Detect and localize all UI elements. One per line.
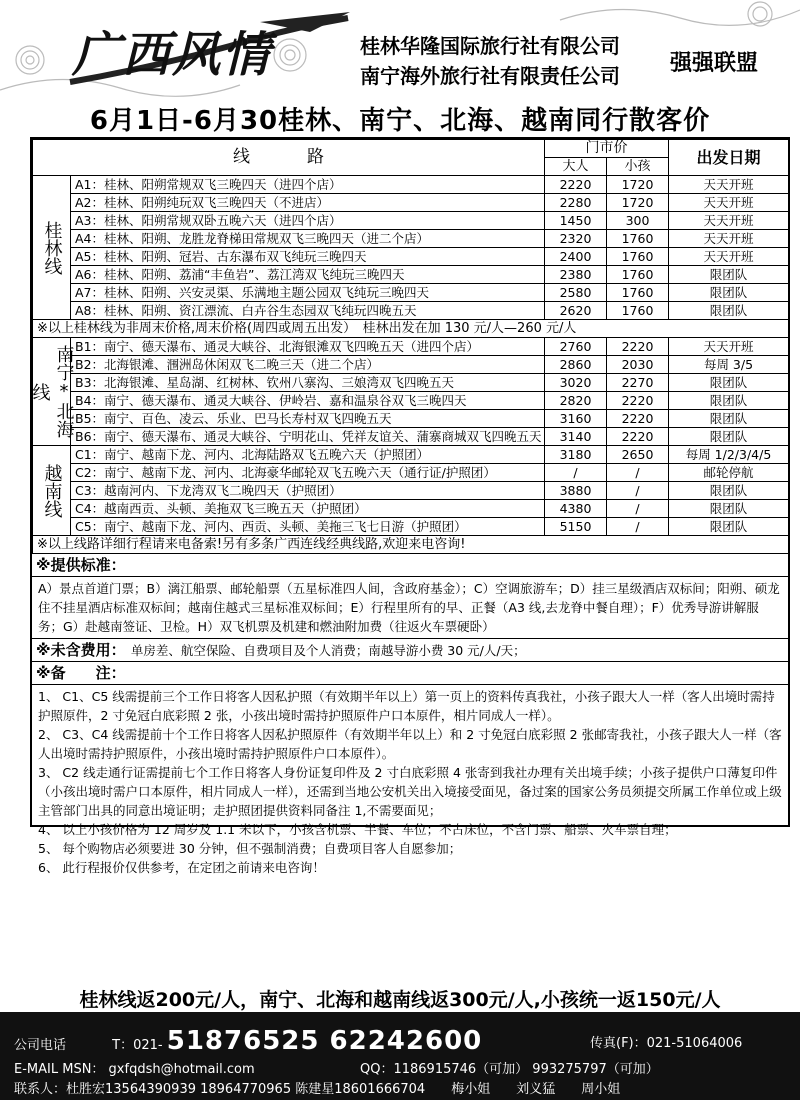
route-cell: B4：南宁、德天瀑布、通灵大峡谷、伊岭岩、嘉和温泉谷双飞三晚四天 <box>71 392 545 410</box>
remarks-title: ※备 注： <box>32 662 788 685</box>
route-cell: C2：南宁、越南下龙、河内、北海豪华邮轮双飞五晚六天（通行证/护照团） <box>71 464 545 482</box>
adult-price: 3160 <box>545 410 607 428</box>
child-price: 2650 <box>607 446 669 464</box>
child-price: / <box>607 482 669 500</box>
fax: 传真(F)：021-51064006 <box>590 1036 743 1051</box>
child-price: 1720 <box>607 194 669 212</box>
child-price: 1760 <box>607 248 669 266</box>
table-row <box>33 428 789 446</box>
remark-item: 2、 C3、C4 线需提前十个工作日将客人因私护照原件（有效期半年以上）和 2 寸免冠白底彩照 2 张邮寄我社，小孩子跟大人一样（客人出境时需持护照原件，小孩出境时需持护照原件户口本原件）。 <box>38 727 782 761</box>
departure-date: 限团队 <box>669 266 789 284</box>
departure-date: 天天开班 <box>669 194 789 212</box>
adult-price: 3180 <box>545 446 607 464</box>
child-price: 1760 <box>607 302 669 320</box>
note-row <box>33 320 789 338</box>
standard-title: ※提供标准： <box>32 554 788 577</box>
remark-item: 4、 以上小孩价格为 12 周岁及 1.1 米以下，小孩含机票、半餐、车位；不占床位，不含门票、船票、火车票自理； <box>38 822 677 837</box>
alliance-label: 强强联盟 <box>670 51 759 76</box>
header-adult: 大人 <box>545 158 607 176</box>
table-row <box>33 194 789 212</box>
header <box>0 0 800 100</box>
adult-price: 2620 <box>545 302 607 320</box>
phone-row <box>14 1026 482 1056</box>
table-row <box>33 500 789 518</box>
route-cell: A5：桂林、阳朔、冠岩、古东瀑布双飞纯玩三晚四天 <box>71 248 545 266</box>
adult-price: 5150 <box>545 518 607 536</box>
route-cell: A1：桂林、阳朔常规双飞三晚四天（进四个店） <box>71 176 545 194</box>
departure-date: 天天开班 <box>669 212 789 230</box>
departure-date: 限团队 <box>669 392 789 410</box>
departure-date: 限团队 <box>669 518 789 536</box>
header-child: 小孩 <box>607 158 669 176</box>
company-name-2: 南宁海外旅行社有限责任公司 <box>360 64 620 88</box>
adult-price: 4380 <box>545 500 607 518</box>
adult-price: 3140 <box>545 428 607 446</box>
table-row <box>33 518 789 536</box>
table-row <box>33 230 789 248</box>
header-price: 门市价 <box>545 140 669 158</box>
child-price: 300 <box>607 212 669 230</box>
note-row <box>33 536 789 554</box>
table-row <box>33 374 789 392</box>
route-cell: A2：桂林、阳朔纯玩双飞三晚四天（不进店） <box>71 194 545 212</box>
page-title: 6月1日-6月30桂林、南宁、北海、越南同行散客价 <box>89 106 711 136</box>
departure-date: 限团队 <box>669 410 789 428</box>
route-cell: C1：南宁、越南下龙、河内、北海陆路双飞五晚六天（护照团） <box>71 446 545 464</box>
child-price: / <box>607 500 669 518</box>
rebate-line: 桂林线返200元/人，南宁、北海和越南线返300元/人,小孩统一返150元/人 <box>79 989 721 1011</box>
departure-date: 限团队 <box>669 500 789 518</box>
group-label: 越南线 <box>33 446 71 536</box>
header-route: 线 路 <box>33 140 545 176</box>
phone-numbers: 51876525 62242600 <box>166 1026 483 1056</box>
child-price: / <box>607 518 669 536</box>
departure-date: 天天开班 <box>669 338 789 356</box>
child-price: 2220 <box>607 392 669 410</box>
table-row <box>33 392 789 410</box>
table-row <box>33 212 789 230</box>
excluded-title: ※未含费用： <box>36 641 126 659</box>
departure-date: 限团队 <box>669 482 789 500</box>
route-cell: A7：桂林、阳朔、兴安灵渠、乐满地主题公园双飞纯玩三晚四天 <box>71 284 545 302</box>
departure-date: 每周 3/5 <box>669 356 789 374</box>
adult-price: 2280 <box>545 194 607 212</box>
child-price: 2030 <box>607 356 669 374</box>
child-price: 1720 <box>607 176 669 194</box>
child-price: 1760 <box>607 230 669 248</box>
route-cell: A3：桂林、阳朔常规双卧五晚六天（进四个店） <box>71 212 545 230</box>
child-price: 2270 <box>607 374 669 392</box>
adult-price: 3020 <box>545 374 607 392</box>
adult-price: 2580 <box>545 284 607 302</box>
adult-price: 2380 <box>545 266 607 284</box>
adult-price: 1450 <box>545 212 607 230</box>
table-row <box>33 356 789 374</box>
route-cell: A4：桂林、阳朔、龙胜龙脊梯田常规双飞三晚四天（进二个店） <box>71 230 545 248</box>
excluded-body: 单房差、航空保险、自费项目及个人消费；南越导游小费 30 元/人/天； <box>130 643 526 658</box>
table-row <box>33 266 789 284</box>
adult-price: / <box>545 464 607 482</box>
header-date: 出发日期 <box>669 140 789 176</box>
table-row <box>33 338 789 356</box>
price-table-box <box>29 137 790 875</box>
table-row <box>33 284 789 302</box>
note-text: ※以上桂林线为非周末价格,周末价格(周四或周五出发） 桂林出发在加 130 元/人—260 元/人 <box>33 320 789 338</box>
departure-date: 天天开班 <box>669 176 789 194</box>
note-text: ※以上线路详细行程请来电备索!另有多条广西连线经典线路,欢迎来电咨询! <box>33 536 789 554</box>
table-row <box>33 176 789 194</box>
table-row <box>33 464 789 482</box>
route-cell: C5：南宁、越南下龙、河内、西贡、头顿、美拖三飞七日游（护照团） <box>71 518 545 536</box>
remarks-list <box>32 685 788 879</box>
logo-text: 广西风情 <box>72 27 273 83</box>
phone-prefix: T：021- <box>112 1038 163 1053</box>
route-cell: A8：桂林、阳朔、资江漂流、白卉谷生态园双飞纯玩四晚五天 <box>71 302 545 320</box>
email: E-MAIL MSN： gxfqdsh@hotmail.com <box>14 1062 255 1077</box>
qq: QQ：1186915746（可加） 993275797（可加） <box>360 1062 659 1077</box>
table-row <box>33 482 789 500</box>
adult-price: 2320 <box>545 230 607 248</box>
route-cell: B6：南宁、德天瀑布、通灵大峡谷、宁明花山、凭祥友谊关、蒲寨商城双飞四晚五天 <box>71 428 545 446</box>
adult-price: 2400 <box>545 248 607 266</box>
child-price: 2220 <box>607 338 669 356</box>
route-cell: B1：南宁、德天瀑布、通灵大峡谷、北海银滩双飞四晚五天（进四个店） <box>71 338 545 356</box>
adult-price: 2220 <box>545 176 607 194</box>
table-row <box>33 446 789 464</box>
departure-date: 限团队 <box>669 374 789 392</box>
excluded-section <box>32 638 788 662</box>
departure-date: 限团队 <box>669 302 789 320</box>
child-price: 1760 <box>607 284 669 302</box>
route-cell: C4：越南西贡、头顿、美拖双飞三晚五天（护照团） <box>71 500 545 518</box>
table-row <box>33 302 789 320</box>
adult-price: 2820 <box>545 392 607 410</box>
group-label: 南宁*北海线 <box>33 338 71 446</box>
remark-item: 5、 每个购物店必须要进 30 分钟，但不强制消费；自费项目客人自愿参加； <box>38 841 462 856</box>
route-cell: B3：北海银滩、星岛湖、红树林、钦州八寨沟、三娘湾双飞四晚五天 <box>71 374 545 392</box>
remark-item: 6、 此行程报价仅供参考，在定团之前请来电咨询！ <box>38 860 325 875</box>
child-price: 1760 <box>607 266 669 284</box>
company-name-1: 桂林华隆国际旅行社有限公司 <box>360 34 620 58</box>
standard-body: A）景点首道门票；B）漓江船票、邮轮船票（五星标准四人间，含政府基金）；C）空调旅游车；D）挂三星级酒店双标间；阳朔、硕龙住不挂星酒店标准双标间；越南住越式三星标准双标间；E）行程里所有的早、正餐（A3 线,去龙脊中餐自理）；F）优秀导游讲解服务；G）赴越南签证、卫检。H）双飞机票及机建和燃油附加费（往返火车票硬卧） <box>38 581 780 634</box>
phone-label: 公司电话 <box>14 1038 67 1053</box>
child-price: / <box>607 464 669 482</box>
route-cell: A6：桂林、阳朔、荔浦“丰鱼岩”、荔江湾双飞纯玩三晚四天 <box>71 266 545 284</box>
table-row <box>33 248 789 266</box>
contacts: 联系人：杜胜宏13564390939 18964770965 陈建星18601666704 梅小姐 刘义猛 周小姐 <box>14 1082 621 1097</box>
child-price: 2220 <box>607 428 669 446</box>
route-cell: B2：北海银滩、涠洲岛休闲双飞二晚三天（进二个店） <box>71 356 545 374</box>
route-cell: C3：越南河内、下龙湾双飞二晚四天（护照团） <box>71 482 545 500</box>
departure-date: 每周 1/2/3/4/5 <box>669 446 789 464</box>
price-table <box>29 139 789 554</box>
departure-date: 限团队 <box>669 428 789 446</box>
footer <box>0 1012 800 1100</box>
child-price: 2220 <box>607 410 669 428</box>
adult-price: 2860 <box>545 356 607 374</box>
departure-date: 天天开班 <box>669 230 789 248</box>
departure-date: 天天开班 <box>669 248 789 266</box>
adult-price: 2760 <box>545 338 607 356</box>
remark-item: 1、 C1、C5 线需提前三个工作日将客人因私护照（有效期半年以上）第一页上的资料传真我社，小孩子跟大人一样（客人出境时需持护照原件，2 寸免冠白底彩照 2 张，小孩出境时需持护照原件户口本原件，相片同成人一样）。 <box>38 689 775 723</box>
group-label: 桂林线 <box>33 176 71 320</box>
table-row <box>33 410 789 428</box>
adult-price: 3880 <box>545 482 607 500</box>
remark-item: 3、 C2 线走通行证需提前七个工作日将客人身份证复印件及 2 寸白底彩照 4 张寄到我社办理有关出境手续；小孩子提供户口薄复印件（小孩出境时需户口本原件，相片同成人一样），还需到当地公安机关出入境接受面见，备过案的国家公务员须提交所属工作单位或上级主管部门出具的同意出境证明；走护照团提供资料同备注 1,不需要面见； <box>38 765 782 818</box>
departure-date: 邮轮停航 <box>669 464 789 482</box>
departure-date: 限团队 <box>669 284 789 302</box>
route-cell: B5：南宁、百色、凌云、乐业、巴马长寿村双飞四晚五天 <box>71 410 545 428</box>
